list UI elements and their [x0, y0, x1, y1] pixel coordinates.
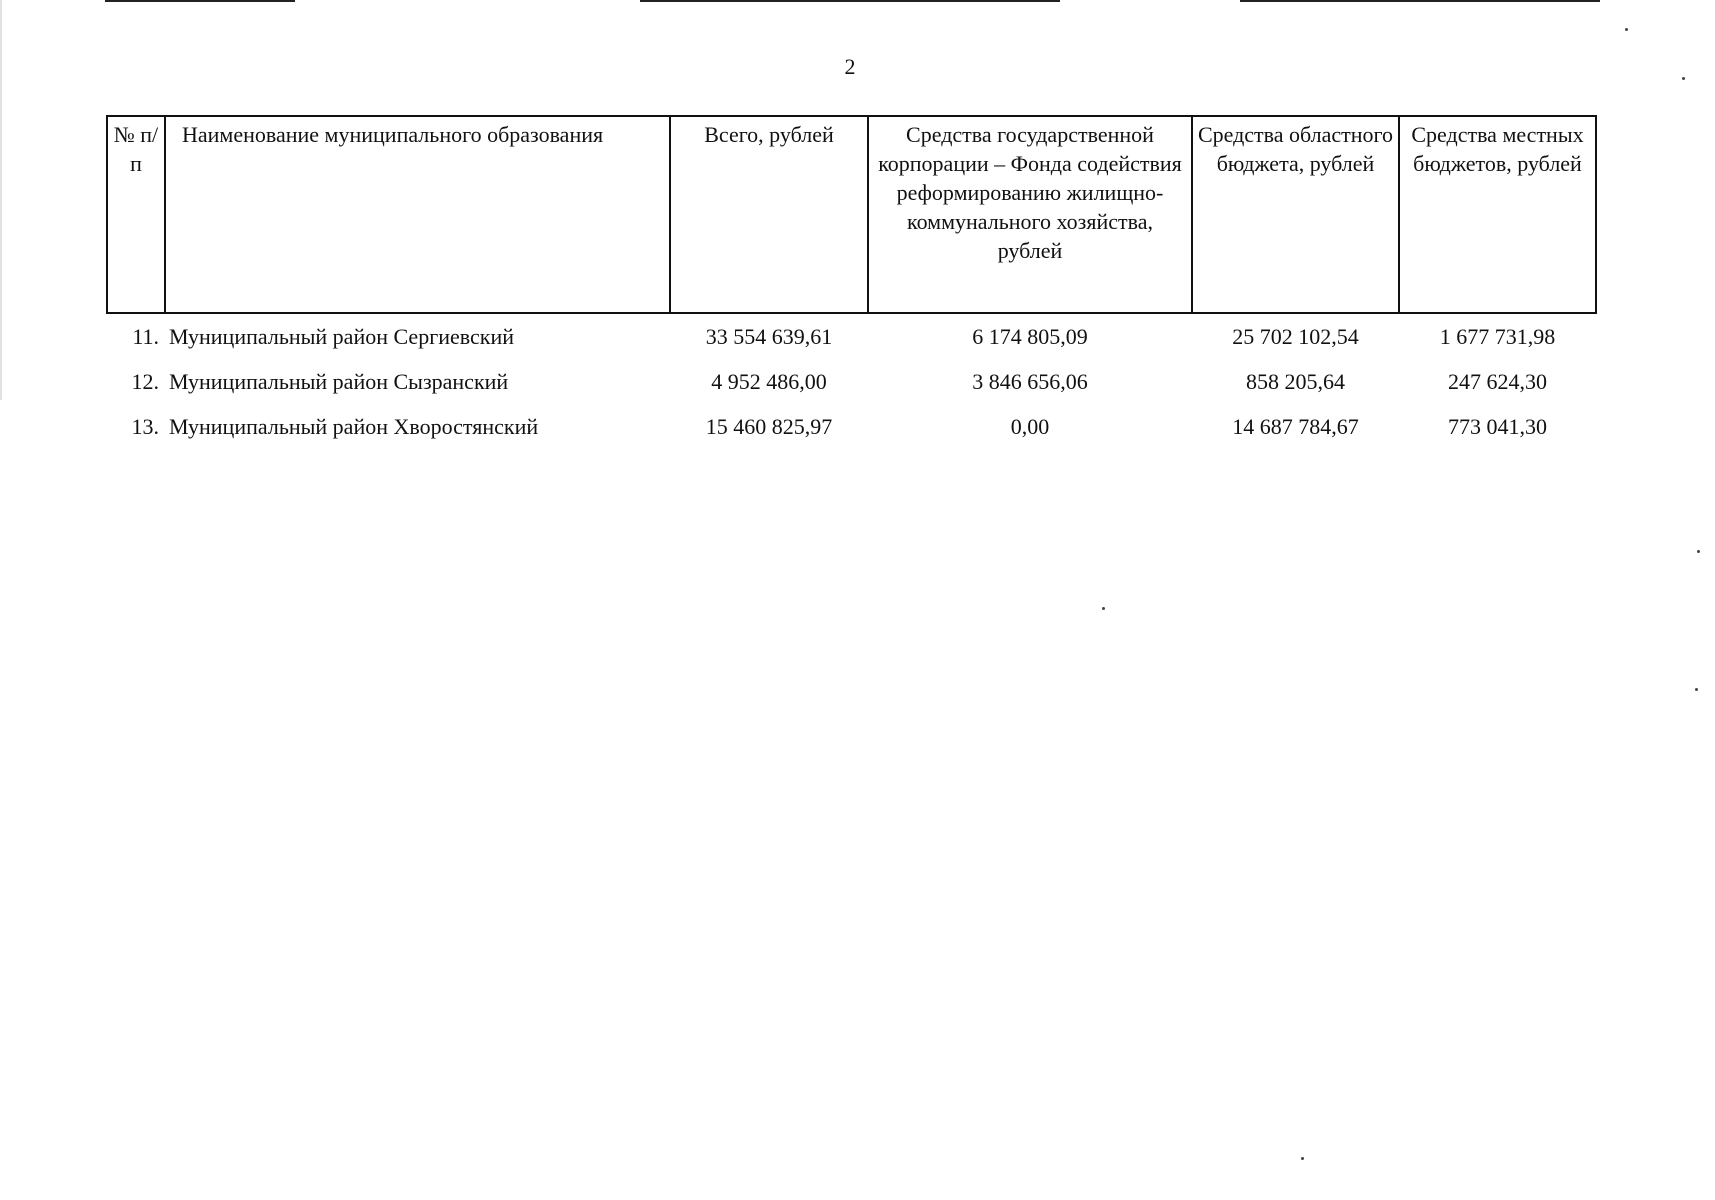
header-fund: Средства государственной корпорации – Фонда содействия реформированию жилищно-коммунального хозяйства, рублей [868, 116, 1192, 313]
cell-name: Муниципальный район Сергиевский [169, 324, 515, 349]
cell-total: 33 554 639,61 [705, 324, 833, 349]
cell-local: 247 624,30 [1448, 369, 1547, 394]
cell-regional: 25 702 102,54 [1232, 324, 1359, 349]
scan-speck [1102, 607, 1105, 610]
cell-name: Муниципальный район Сызранский [169, 369, 509, 394]
cell-name: Муниципальный район Хворостянский [169, 414, 539, 439]
cell-fund: 0,00 [1010, 414, 1050, 439]
cell-local: 1 677 731,98 [1439, 324, 1556, 349]
scan-speck [1625, 28, 1628, 31]
funding-table [106, 115, 1597, 449]
cell-num: 11. [132, 324, 159, 349]
cell-fund: 3 846 656,06 [972, 369, 1088, 394]
scan-edge-line [640, 0, 1060, 2]
header-regional: Средства областного бюджета, рублей [1192, 116, 1399, 313]
scan-edge-line [105, 0, 295, 2]
table-row [107, 404, 1596, 449]
header-local: Средства местных бюджетов, рублей [1399, 116, 1596, 313]
cell-total: 15 460 825,97 [705, 414, 833, 439]
table-row [107, 359, 1596, 404]
cell-total: 4 952 486,00 [711, 369, 827, 394]
table-header-row [107, 116, 1596, 313]
cell-regional: 858 205,64 [1246, 369, 1345, 394]
scan-edge-line [1240, 0, 1600, 2]
header-num: № п/п [107, 116, 165, 313]
scan-speck [1695, 688, 1698, 691]
cell-regional: 14 687 784,67 [1232, 414, 1359, 439]
cell-num: 13. [131, 414, 159, 439]
table-row [107, 313, 1596, 359]
cell-fund: 6 174 805,09 [972, 324, 1088, 349]
header-total: Всего, рублей [670, 116, 868, 313]
cell-num: 12. [131, 369, 159, 394]
scan-speck [1697, 550, 1700, 553]
scan-speck [1301, 1157, 1304, 1160]
header-name: Наименование муниципального образования [165, 116, 670, 313]
cell-local: 773 041,30 [1448, 414, 1547, 439]
page-number: 2 [844, 54, 856, 79]
